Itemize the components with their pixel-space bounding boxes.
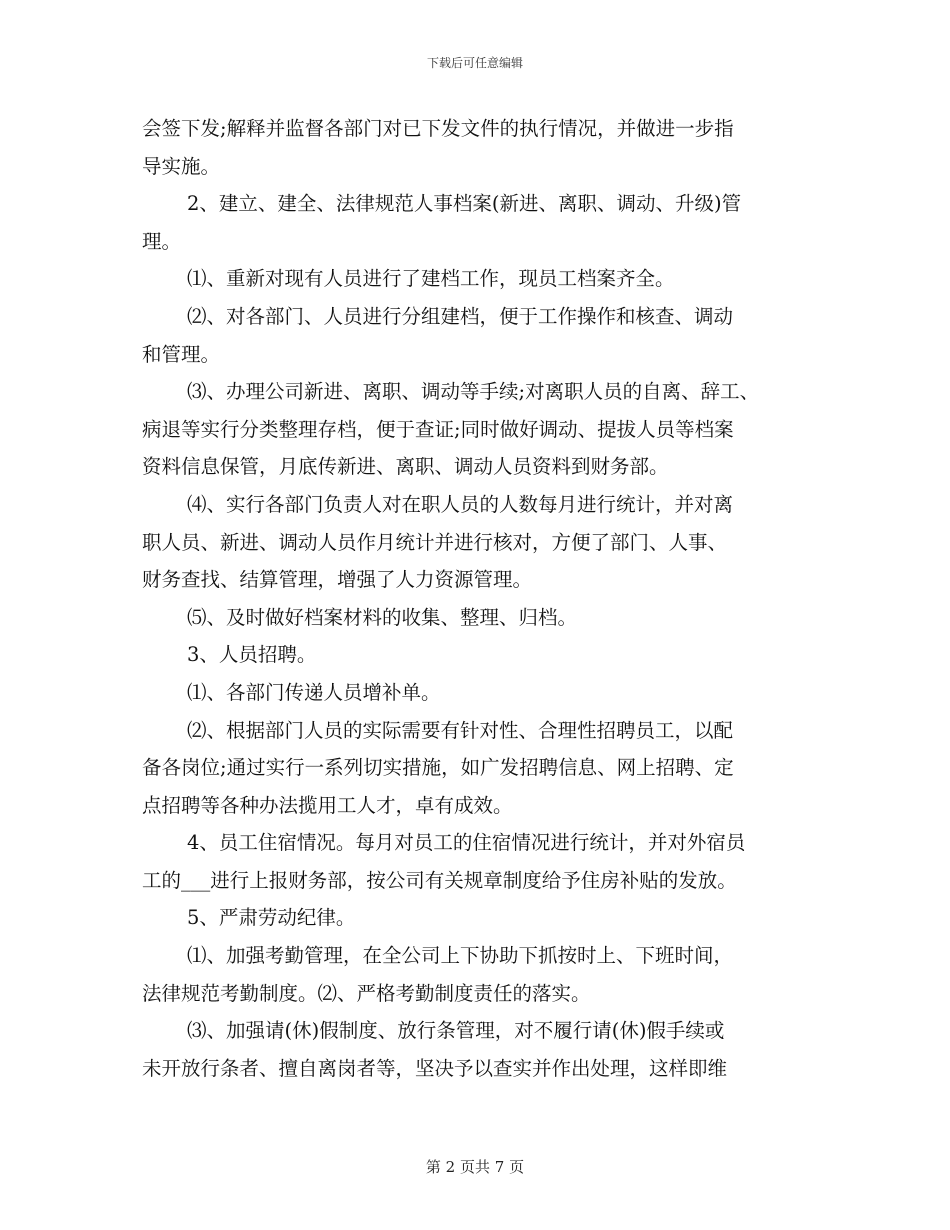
text-line: 导实施。 bbox=[142, 154, 221, 178]
text-line: 资料信息保管，月底传新进、离职、调动人员资料到财务部。 bbox=[142, 455, 669, 479]
text-line: ⑸、及时做好档案材料的收集、整理、归档。 bbox=[187, 605, 578, 629]
text-line: 工的___进行上报财务部，按公司有关规章制度给予住房补贴的发放。 bbox=[142, 868, 737, 892]
text-line: 2、建立、建全、法律规范人事档案(新进、离职、调动、升级)管 bbox=[187, 192, 742, 216]
text-line: 未开放行条者、擅自离岗者等，坚决予以查实并作出处理，这样即维 bbox=[142, 1056, 728, 1080]
text-line: 4、员工住宿情况。每月对员工的住宿情况进行统计，并对外宿员 bbox=[187, 831, 746, 855]
text-line: ⑶、办理公司新进、离职、调动等手续;对离职人员的自离、辞工、 bbox=[187, 380, 760, 404]
text-line: 财务查找、结算管理，增强了人力资源管理。 bbox=[142, 568, 533, 592]
text-line: 法律规范考勤制度。⑵、严格考勤制度责任的落实。 bbox=[142, 981, 591, 1005]
document-body bbox=[142, 110, 822, 1087]
text-line: 备各岗位;通过实行一系列切实措施，如广发招聘信息、网上招聘、定 bbox=[142, 756, 734, 780]
page-header: 下载后可任意编辑 bbox=[426, 56, 523, 70]
text-line: ⑴、加强考勤管理，在全公司上下协助下抓按时上、下班时间， bbox=[187, 944, 734, 968]
text-line: 5、严肃劳动纪律。 bbox=[187, 906, 356, 930]
page-footer: 第 2 页共 7 页 bbox=[425, 1158, 525, 1176]
text-line: 点招聘等各种办法揽用工人才，卓有成效。 bbox=[142, 793, 513, 817]
text-line: 病退等实行分类整理存档，便于查证;同时做好调动、提拔人员等档案 bbox=[142, 417, 734, 441]
text-line: ⑷、实行各部门负责人对在职人员的人数每月进行统计，并对离 bbox=[187, 492, 734, 516]
text-line: ⑴、各部门传递人员增补单。 bbox=[187, 680, 441, 704]
text-line: 和管理。 bbox=[142, 342, 221, 366]
text-line: ⑵、对各部门、人员进行分组建档，便于工作操作和核查、调动 bbox=[187, 304, 734, 328]
text-line: ⑵、根据部门人员的实际需要有针对性、合理性招聘员工，以配 bbox=[187, 718, 734, 742]
text-line: ⑶、加强请(休)假制度、放行条管理，对不履行请(休)假手续或 bbox=[187, 1019, 725, 1043]
text-line: 3、人员招聘。 bbox=[187, 643, 317, 667]
text-line: ⑴、重新对现有人员进行了建档工作，现员工档案齐全。 bbox=[187, 267, 675, 291]
text-line: 职人员、新进、调动人员作月统计并进行核对，方便了部门、人事、 bbox=[142, 530, 728, 554]
text-line: 会签下发;解释并监督各部门对已下发文件的执行情况，并做进一步指 bbox=[142, 117, 734, 140]
text-line: 理。 bbox=[142, 229, 182, 253]
